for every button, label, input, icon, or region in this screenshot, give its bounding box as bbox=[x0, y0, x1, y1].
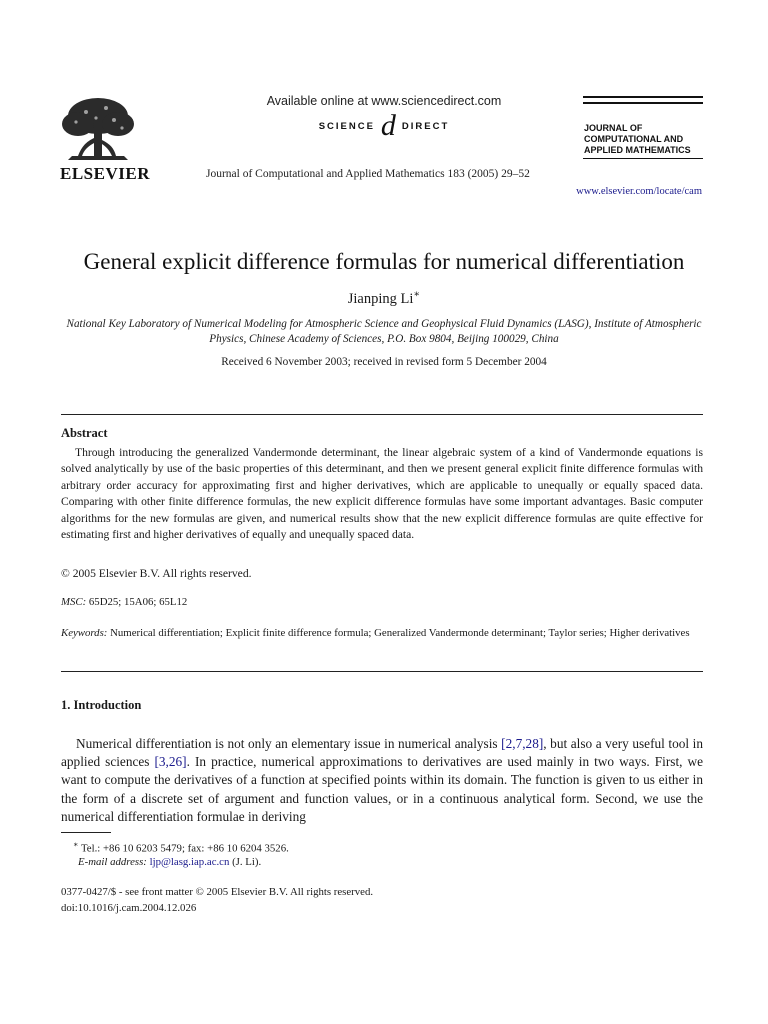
email-suffix: (J. Li). bbox=[229, 856, 262, 868]
keywords-value: Numerical differentiation; Explicit finite difference formula; Generalized Vandermonde determinant; Taylor series; Higher derivatives bbox=[110, 627, 690, 639]
journal-rule bbox=[583, 96, 703, 98]
author-name: Jianping Li bbox=[347, 290, 414, 307]
footnote-tel: Tel.: +86 10 6203 5479; fax: +86 10 6204 3526. bbox=[78, 842, 289, 855]
introduction-paragraph bbox=[61, 735, 703, 826]
article-title: General explicit difference formulas for numerical differentiation bbox=[83, 249, 685, 274]
abstract-copyright: © 2005 Elsevier B.V. All rights reserved. bbox=[61, 567, 252, 580]
citation-link[interactable]: [2,7,28] bbox=[501, 736, 544, 751]
citation-link[interactable]: [3,26] bbox=[154, 754, 187, 770]
divider bbox=[61, 414, 703, 415]
keywords-label: Keywords: bbox=[61, 627, 108, 639]
received-dates: Received 6 November 2003; received in revised form 5 December 2004 bbox=[221, 356, 547, 368]
intro-text: . In practice, numerical approximations to derivatives are used mainly in two ways. First, we want to compute the derivatives of a function at specified points within its domain. The function is given to us either in the form of a discrete set of argument and function values, or in a continuous analytical form. Second, we use the numerical differentiation formulae in deriving bbox=[61, 754, 703, 824]
author-footnote-mark[interactable]: ∗ bbox=[413, 289, 421, 300]
email-label: E-mail address: bbox=[78, 856, 147, 868]
msc-value: 65D25; 15A06; 65L12 bbox=[88, 596, 188, 608]
divider bbox=[61, 671, 703, 672]
sciencedirect-mark: d bbox=[380, 109, 396, 142]
journal-url-link[interactable]: www.elsevier.com/locate/cam bbox=[576, 186, 702, 197]
journal-name-line: APPLIED MATHEMATICS bbox=[584, 145, 691, 155]
sciencedirect-left: SCIENCE bbox=[318, 120, 375, 132]
footnote-email bbox=[78, 856, 261, 868]
keywords bbox=[61, 626, 703, 641]
journal-name-line: COMPUTATIONAL AND bbox=[584, 134, 684, 144]
footnote-contact bbox=[73, 840, 289, 855]
journal-citation: Journal of Computational and Applied Mathematics 183 (2005) 29–52 bbox=[206, 168, 530, 180]
journal-rule bbox=[583, 102, 703, 104]
footnote-rule bbox=[61, 832, 111, 833]
journal-name-line: JOURNAL OF bbox=[584, 123, 643, 133]
footnote-mark: ∗ bbox=[73, 840, 79, 849]
journal-rule bbox=[583, 158, 703, 159]
intro-text: , but also a very useful tool in applied sciences bbox=[61, 736, 704, 770]
journal-name bbox=[584, 123, 708, 156]
doi[interactable]: doi:10.1016/j.cam.2004.12.026 bbox=[61, 902, 197, 914]
email-link[interactable]: ljp@lasg.iap.ac.cn bbox=[149, 856, 230, 868]
available-online[interactable]: Available online at www.sciencedirect.com bbox=[266, 94, 502, 108]
front-matter-notice: 0377-0427/$ - see front matter © 2005 Elsevier B.V. All rights reserved. bbox=[61, 886, 374, 898]
publisher-name: ELSEVIER bbox=[60, 164, 150, 183]
section-heading: 1. Introduction bbox=[61, 698, 142, 712]
abstract-heading: Abstract bbox=[61, 426, 108, 440]
msc-label: MSC: bbox=[61, 596, 87, 608]
abstract-body: Through introducing the generalized Vandermonde determinant, the linear algebraic system of a kind of Vandermonde equations is solved analytically by use of the basic properties of this determinant, and then we present general explicit finite difference formulas with arbitrary order accuracy for approximating first and higher derivatives, which are applicable to unequally or equally spaced data. Comparing with other finite difference formulas, the new explicit difference formulas have some important advantages. Basic computer algorithms for the new formulas are given, and numerical results show that the new explicit difference formulas are quite effective for estimating first and higher derivatives of equally and unequally spaced data. bbox=[61, 446, 703, 542]
intro-text: Numerical differentiation is not only an elementary issue in numerical analysis bbox=[76, 736, 502, 751]
msc-codes bbox=[61, 596, 187, 608]
sciencedirect-right: DIRECT bbox=[401, 120, 450, 132]
author-affiliation: National Key Laboratory of Numerical Modeling for Atmospheric Science and Geophysical Fluid Dynamics (LASG), Institute of Atmospheric Physics, Chinese Academy of Sciences, P.O. Box 9804, Beijing 100029, China bbox=[66, 318, 702, 345]
author-line bbox=[0, 289, 768, 308]
